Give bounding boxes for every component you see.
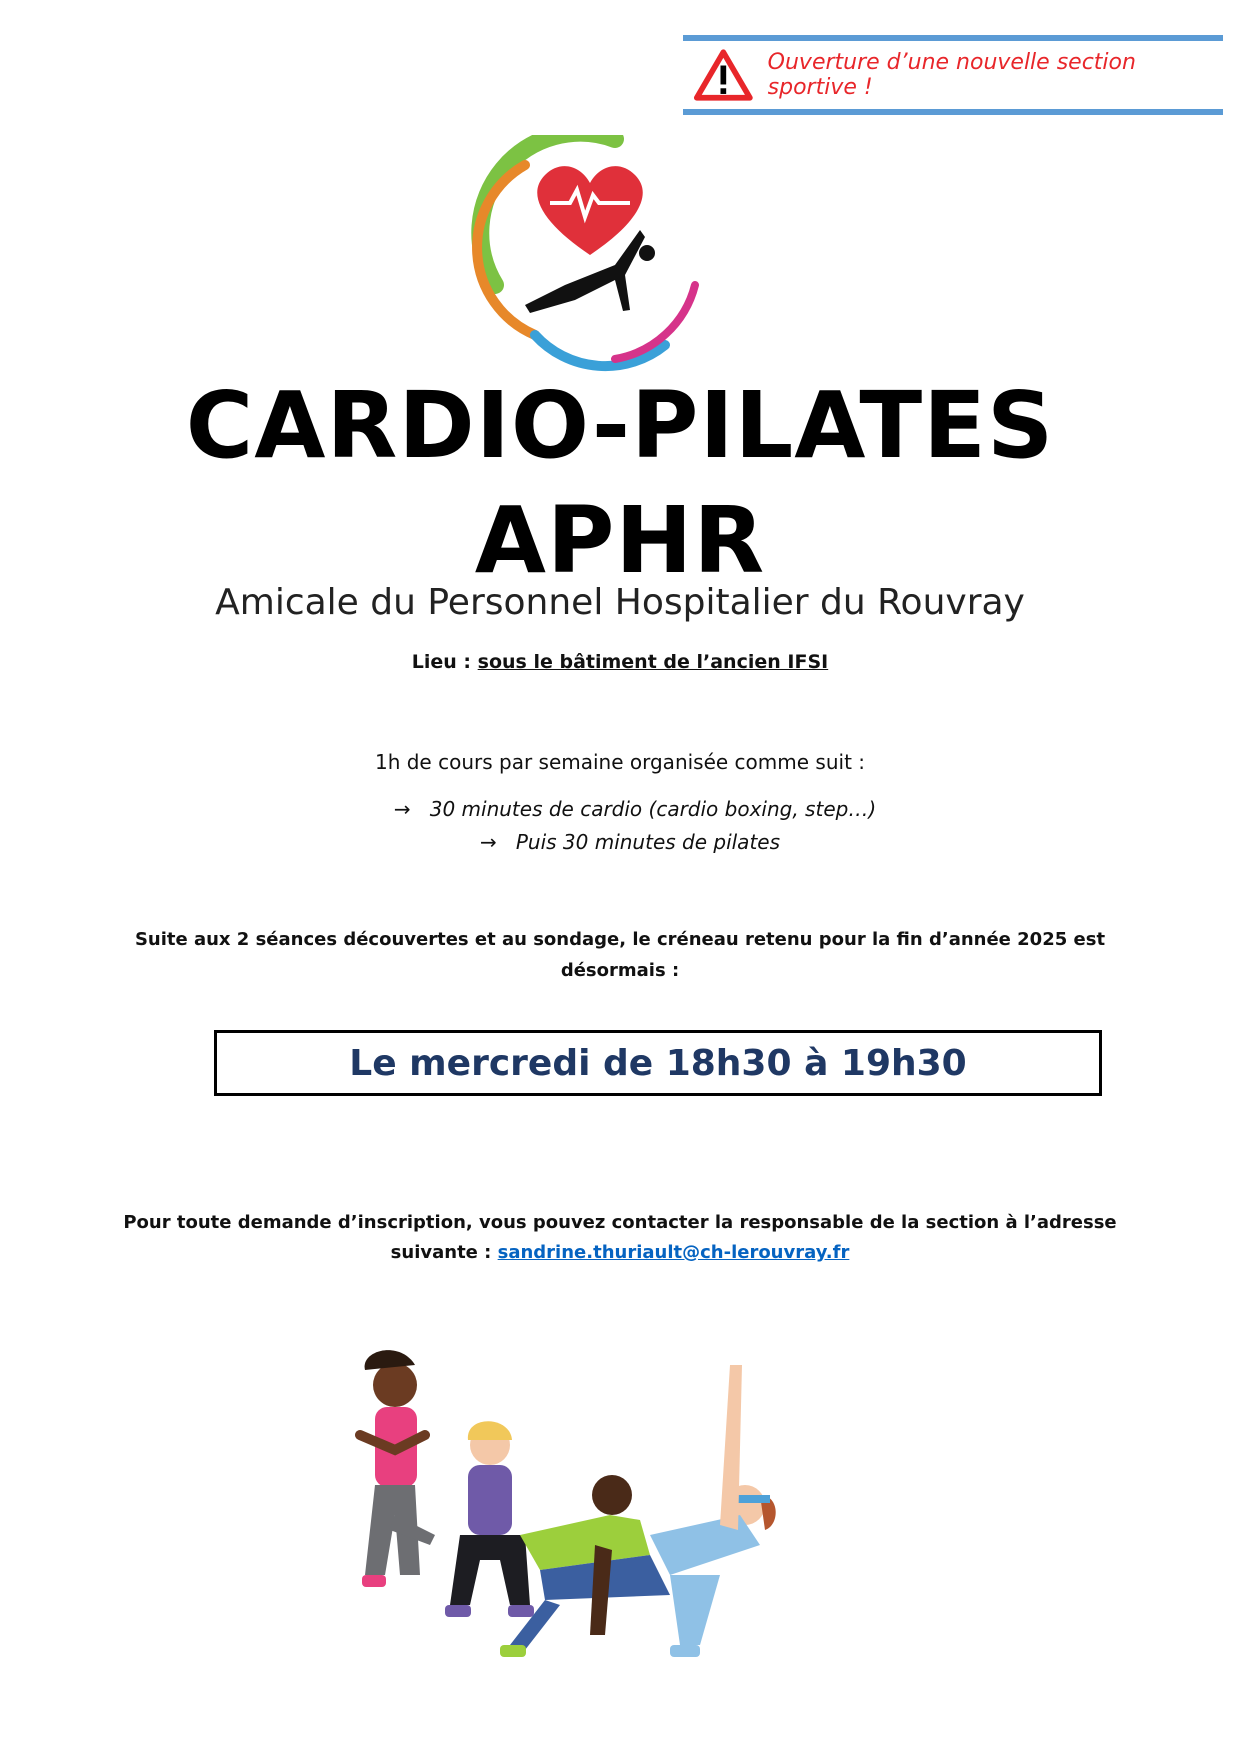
warning-icon — [693, 47, 754, 103]
location-label: Lieu : — [411, 651, 472, 673]
location-line — [0, 651, 1240, 673]
page-subtitle-acronym: APHR — [474, 487, 766, 594]
course-intro: 1h de cours par semaine organisée comme suit : — [374, 750, 866, 774]
schedule-text: Le mercredi de 18h30 à 19h30 — [349, 1042, 967, 1084]
arrow-icon: → — [393, 797, 411, 821]
notice-line-1: Suite aux 2 séances découvertes et au sondage, le créneau retenu pour la fin d’année 2025 est — [134, 929, 1106, 950]
location-value: sous le bâtiment de l’ancien IFSI — [477, 651, 829, 673]
course-step — [0, 797, 1240, 821]
contact-line-1: Pour toute demande d’inscription, vous pouvez contacter la responsable de la section à l’adresse — [123, 1212, 1117, 1233]
alert-text: Ouverture d’une nouvelle section sportive ! — [767, 50, 1136, 100]
organization-name: Amicale du Personnel Hospitalier du Rouvray — [215, 582, 1025, 623]
page-title: CARDIO-PILATES — [185, 372, 1055, 479]
course-step-text: 30 minutes de cardio (cardio boxing, step…) — [429, 797, 877, 821]
contact-text — [0, 1208, 1240, 1268]
schedule-box — [214, 1030, 1102, 1096]
alert-banner — [683, 35, 1223, 115]
course-step-text: Puis 30 minutes de pilates — [515, 830, 781, 854]
arrow-icon: → — [479, 830, 497, 854]
course-step — [0, 830, 1240, 854]
notice-line-2: désormais : — [560, 960, 680, 981]
people-exercising-illustration — [340, 1345, 860, 1685]
heart-pilates-logo — [465, 135, 715, 375]
contact-line-2-prefix: suivante : — [390, 1242, 492, 1263]
notice-text — [0, 924, 1240, 986]
contact-email-link[interactable]: sandrine.thuriault@ch-lerouvray.fr — [497, 1242, 850, 1263]
